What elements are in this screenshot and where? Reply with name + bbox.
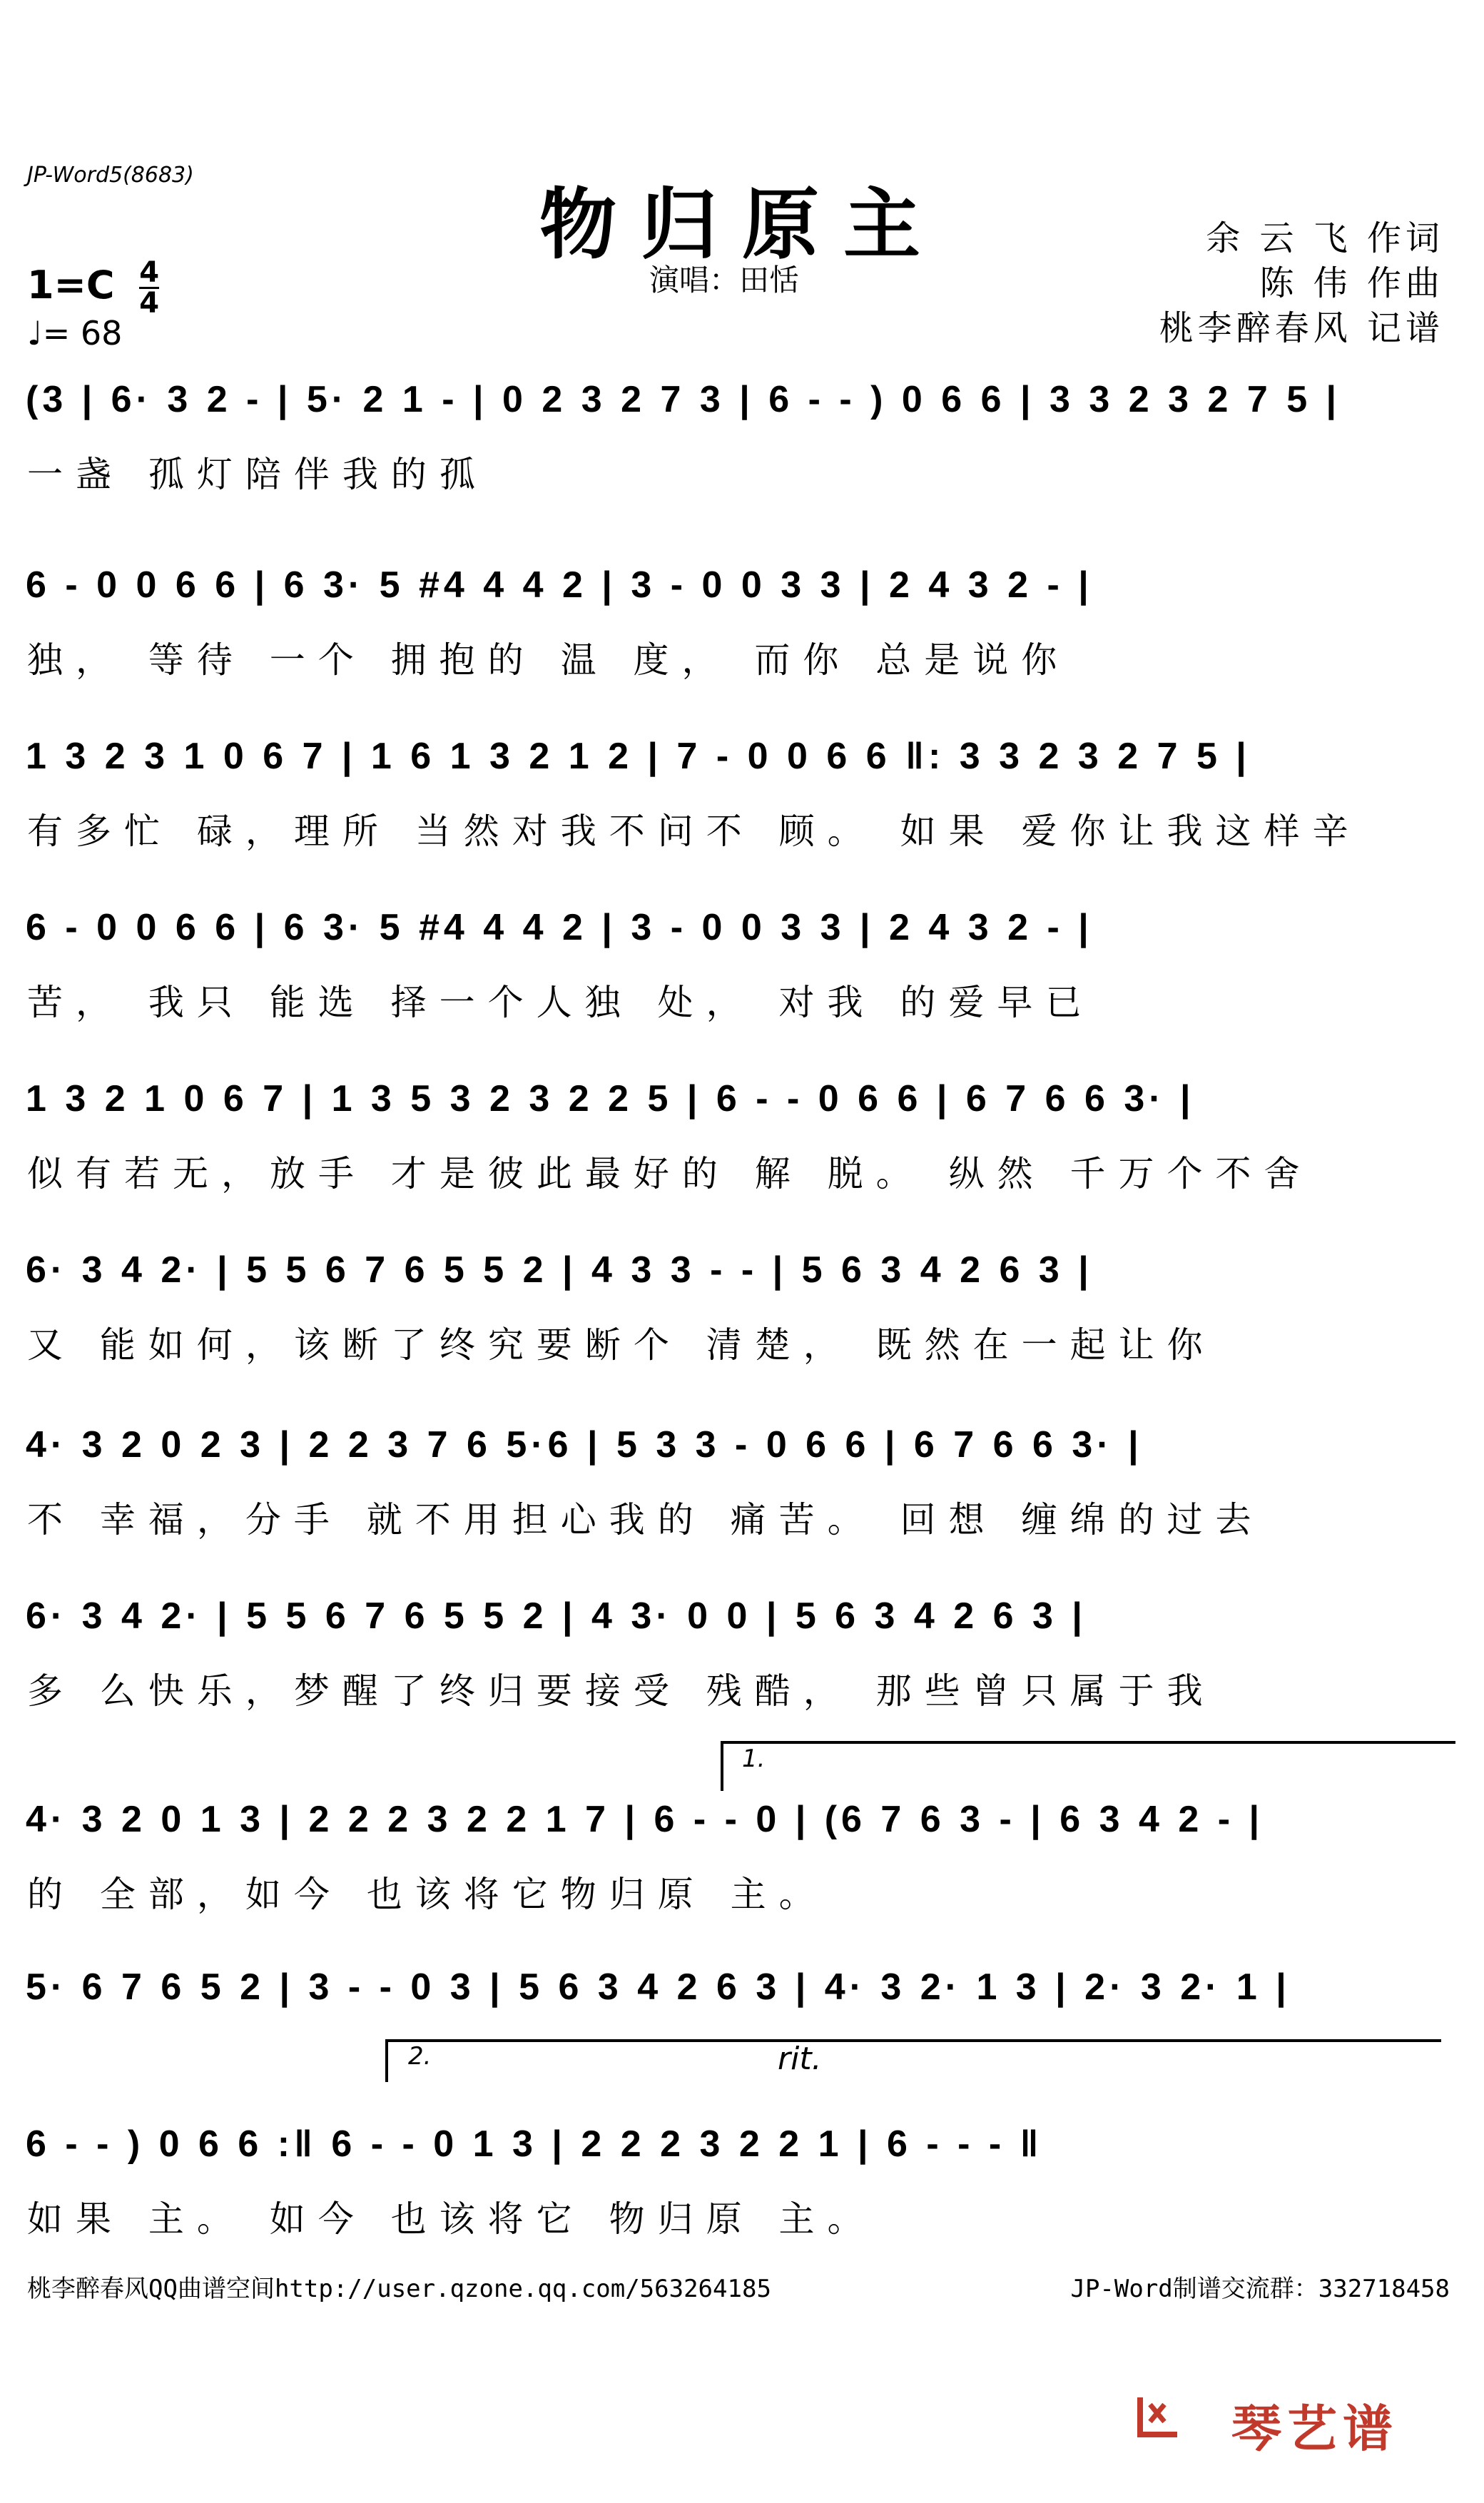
lyric-line: 有多忙 碌，理所 当然对我不问不 顾。 如果 爱你让我这样辛 bbox=[27, 811, 1361, 852]
time-denominator: 4 bbox=[139, 287, 160, 320]
lyric-line: 一盏 孤灯陪伴我的孤 bbox=[27, 454, 488, 495]
notation-line: (3 | 6· 3 2 - | 5· 2 1 - | 0 2 3 2 7 3 | 6 - - ) 0 6 6 | 3 3 2 3 2 7 5 | bbox=[26, 379, 1341, 420]
tempo-marking: ♩= 68 bbox=[27, 314, 123, 352]
time-numerator: 4 bbox=[139, 256, 160, 289]
notation-line: 6 - 0 0 6 6 | 6 3· 5 #4 4 4 2 | 3 - 0 0 3 3 | 2 4 3 2 - | bbox=[26, 564, 1093, 606]
second-ending-hook bbox=[385, 2039, 388, 2082]
lyric-line: 又 能如何，该断了终究要断个 清楚， 既然在一起让你 bbox=[27, 1324, 1216, 1366]
lyric-line: 的 全部，如今 也该将它物归原 主。 bbox=[27, 1874, 828, 1915]
notation-line: 6· 3 4 2· | 5 5 6 7 6 5 5 2 | 4 3· 0 0 | 5 6 3 4 2 6 3 | bbox=[26, 1595, 1087, 1637]
notation-line: 1 3 2 1 0 6 7 | 1 3 5 3 2 3 2 2 5 | 6 - - 0 6 6 | 6 7 6 6 3· | bbox=[26, 1078, 1195, 1120]
time-signature bbox=[139, 258, 159, 318]
notation-line: 4· 3 2 0 2 3 | 2 2 3 7 6 5·6 | 5 3 3 - 0 6 6 | 6 7 6 6 3· | bbox=[26, 1424, 1143, 1466]
lyric-line: 如果 主。 如今 也该将它 物归原 主。 bbox=[27, 2198, 876, 2240]
qinyipu-logo-text: 琴艺谱 bbox=[1231, 2400, 1398, 2458]
notation-line: 5· 6 7 6 5 2 | 3 - - 0 3 | 5 6 3 4 2 6 3 | 4· 3 2· 1 3 | 2· 3 2· 1 | bbox=[26, 1966, 1291, 2008]
composer-credit: 陈 伟 作曲 bbox=[1259, 263, 1444, 303]
software-label: JP-Word5(8683) bbox=[27, 163, 194, 188]
footer-group: JP-Word制谱交流群：332718458 bbox=[1070, 2275, 1450, 2303]
notation-line: 1 3 2 3 1 0 6 7 | 1 6 1 3 2 1 2 | 7 - 0 0 6 6 ‖: 3 3 2 3 2 7 5 | bbox=[26, 736, 1251, 777]
lyricist-credit: 余 云 飞 作词 bbox=[1206, 218, 1444, 258]
first-ending-hook bbox=[721, 1741, 723, 1791]
lyric-line: 似有若无，放手 才是彼此最好的 解 脱。 纵然 千万个不舍 bbox=[27, 1153, 1313, 1194]
second-ending-bracket bbox=[385, 2039, 1441, 2042]
ritardando-marking: rit. bbox=[778, 2041, 822, 2077]
lyric-line: 苦， 我只 能选 择一个人独 处， 对我 的爱早已 bbox=[27, 982, 1094, 1023]
lyric-line: 多 么快乐，梦醒了终归要接受 残酷， 那些曾只属于我 bbox=[27, 1670, 1216, 1712]
first-ending-label: 1. bbox=[742, 1745, 766, 1773]
qinyipu-logo-icon bbox=[1133, 2390, 1184, 2442]
song-title: 物归原主 bbox=[539, 180, 945, 270]
footer-source: 桃李醉春风QQ曲谱空间http://user.qzone.qq.com/563264185 bbox=[27, 2275, 771, 2303]
key-label: 1=C bbox=[27, 263, 115, 308]
notation-line: 6 - - ) 0 6 6 :‖ 6 - - 0 1 3 | 2 2 2 3 2 2 1 | 6 - - - ‖ bbox=[26, 2123, 1043, 2165]
lyric-line: 独， 等待 一个 拥抱的 温 度， 而你 总是说你 bbox=[27, 639, 1070, 681]
transcriber-credit: 桃李醉春风 记谱 bbox=[1159, 308, 1444, 348]
notation-line: 4· 3 2 0 1 3 | 2 2 2 3 2 2 1 7 | 6 - - 0 | (6 7 6 3 - | 6 3 4 2 - | bbox=[26, 1799, 1264, 1840]
notation-line: 6· 3 4 2· | 5 5 6 7 6 5 5 2 | 4 3 3 - - | 5 6 3 4 2 6 3 | bbox=[26, 1249, 1093, 1291]
second-ending-label: 2. bbox=[408, 2042, 432, 2071]
key-signature bbox=[27, 258, 159, 318]
lyric-line: 不 幸福，分手 就不用担心我的 痛苦。 回想 缠绵的过去 bbox=[27, 1499, 1264, 1540]
singer-credit: 演唱：田恬 bbox=[649, 263, 800, 298]
notation-line: 6 - 0 0 6 6 | 6 3· 5 #4 4 4 2 | 3 - 0 0 3 3 | 2 4 3 2 - | bbox=[26, 907, 1093, 948]
first-ending-bracket bbox=[721, 1741, 1455, 1744]
